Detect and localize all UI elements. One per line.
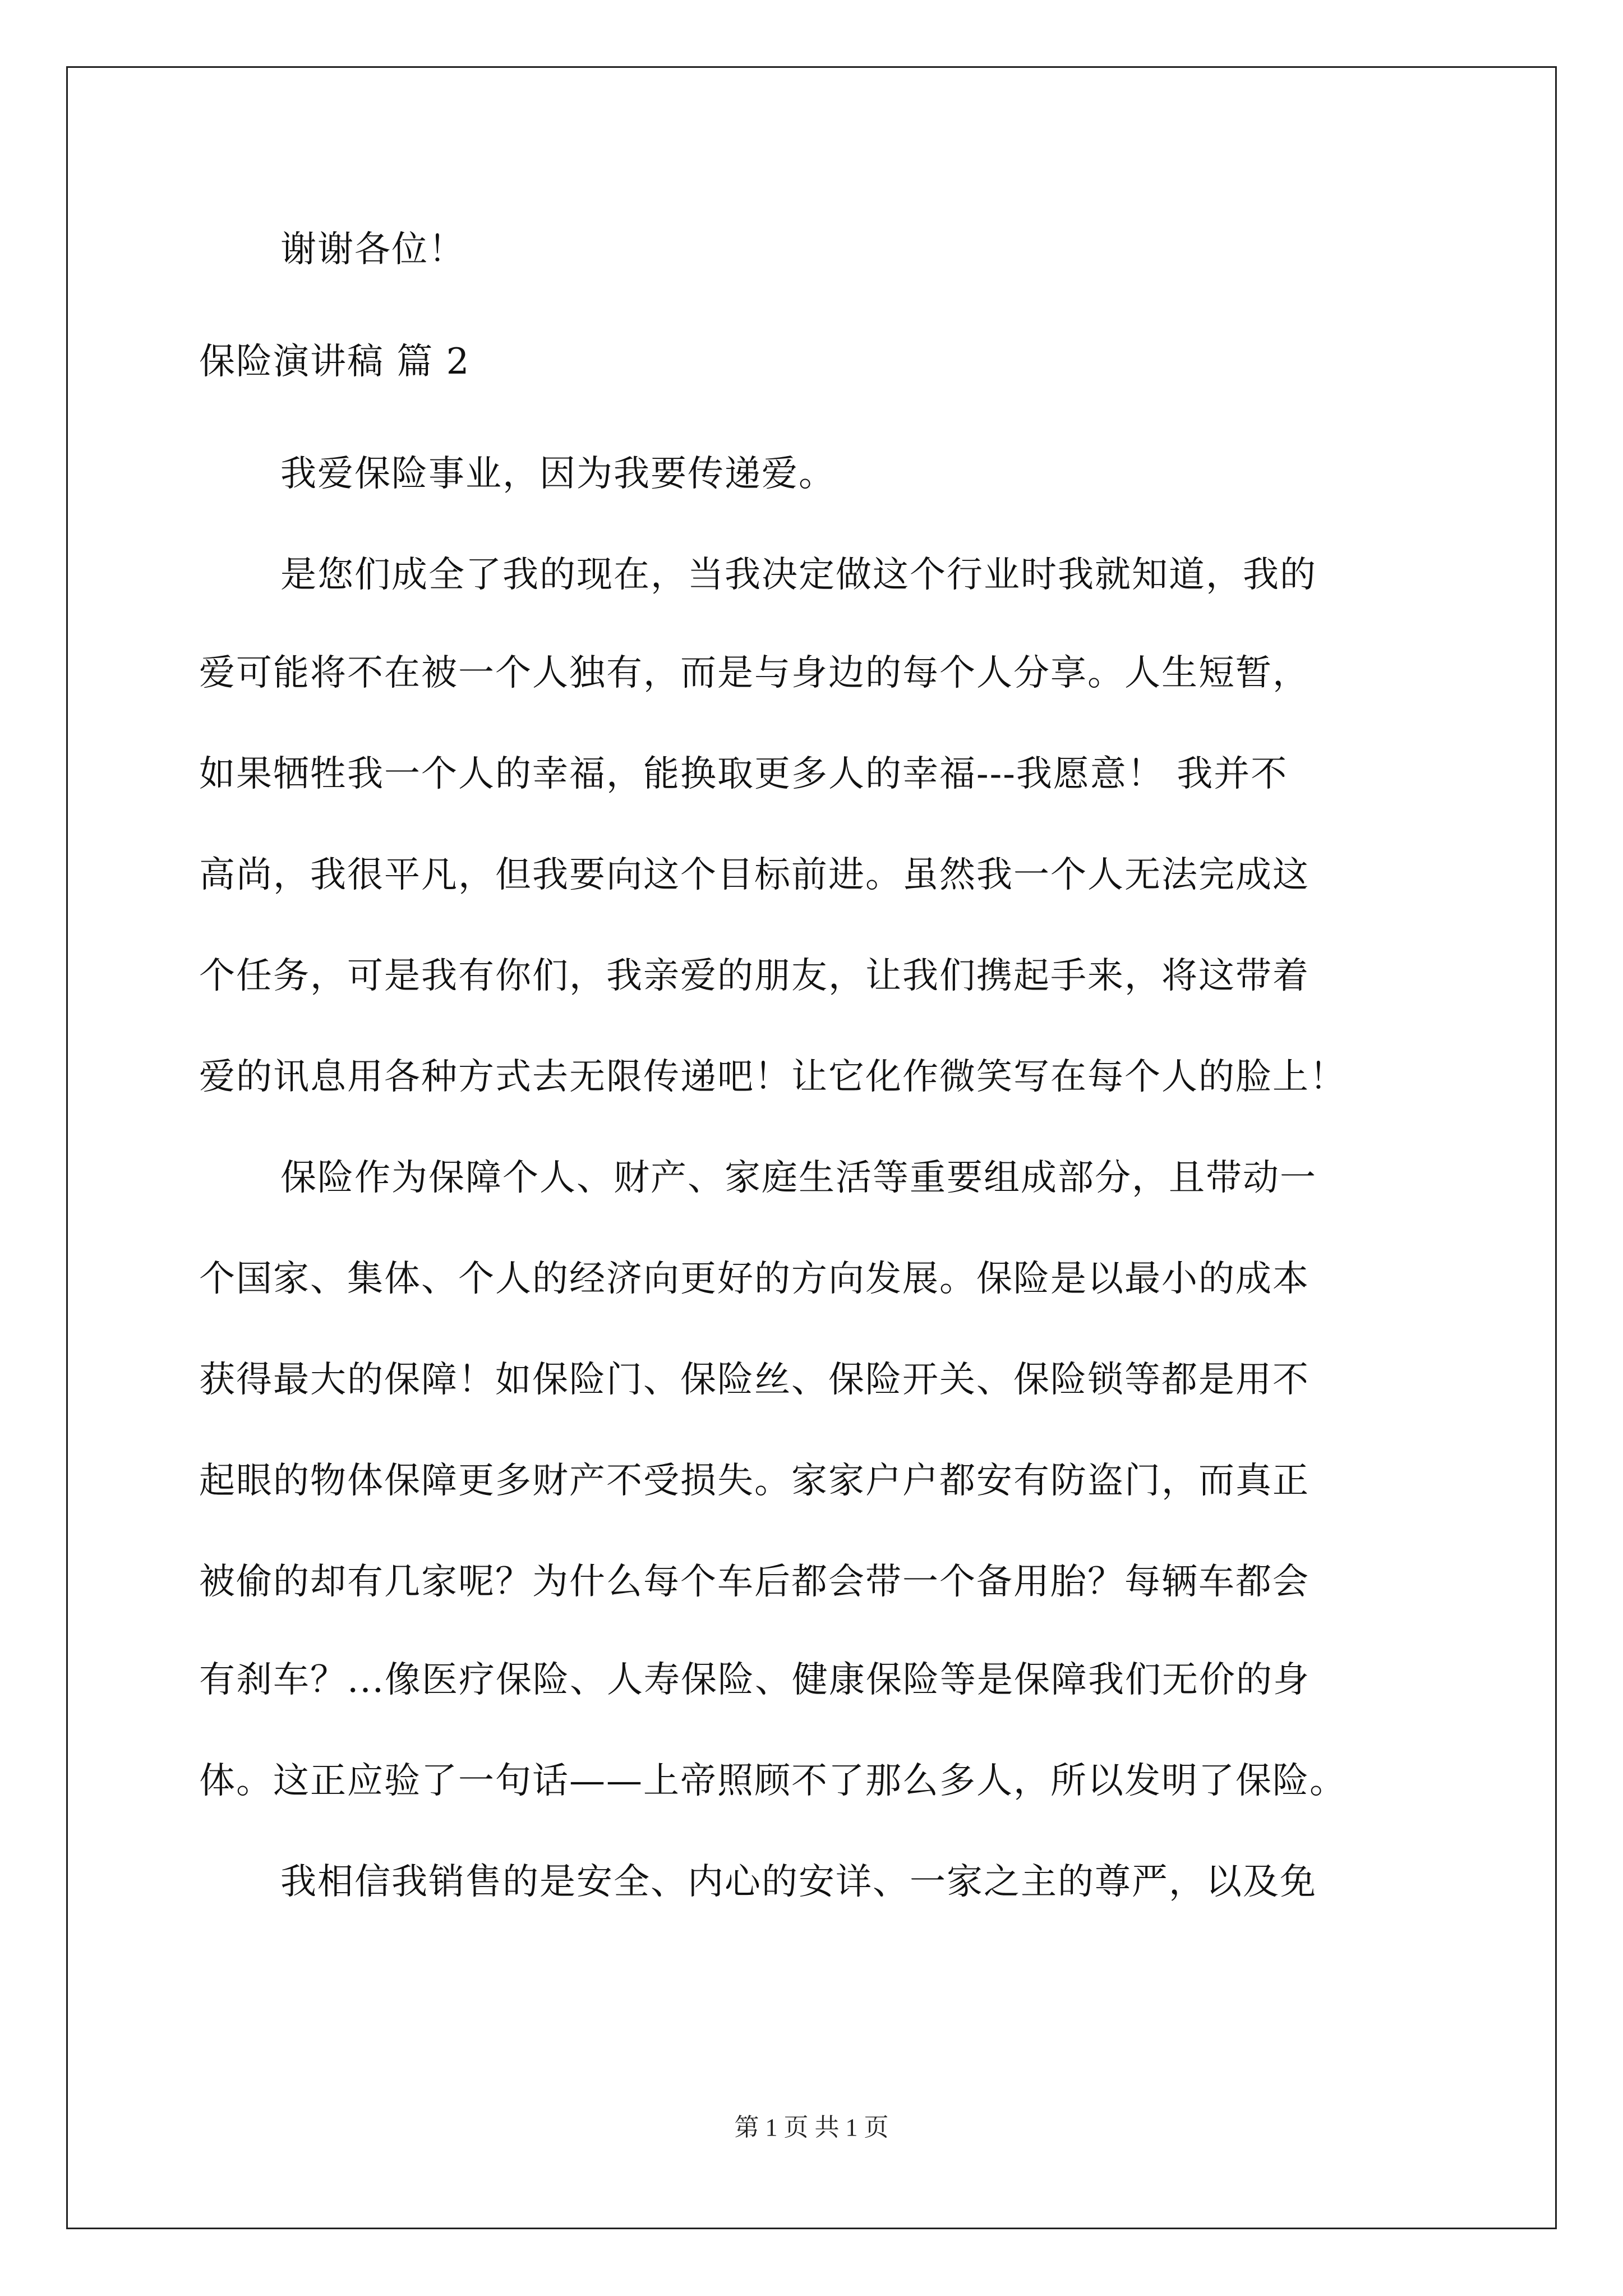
- closing-line: 谢谢各位！: [280, 229, 465, 270]
- paragraph-line: 个任务，可是我有你们，我亲爱的朋友，让我们携起手来，将这带着: [199, 955, 1310, 997]
- paragraph-line: 如果牺牲我一个人的幸福，能换取更多人的幸福---我愿意！ 我并不: [199, 753, 1288, 795]
- page-footer: 第 1 页 共 1 页: [734, 2114, 889, 2141]
- paragraph-line: 获得最大的保障！如保险门、保险丝、保险开关、保险锁等都是用不: [199, 1359, 1310, 1401]
- paragraph-line: 是您们成全了我的现在，当我决定做这个行业时我就知道，我的: [280, 554, 1317, 596]
- paragraph-line: 我相信我销售的是安全、内心的安详、一家之主的尊严，以及免: [280, 1861, 1317, 1903]
- paragraph-line: 我爱保险事业，因为我要传递爱。: [280, 453, 836, 495]
- paragraph-line: 高尚，我很平凡，但我要向这个目标前进。虽然我一个人无法完成这: [199, 854, 1310, 896]
- paragraph-line: 爱的讯息用各种方式去无限传递吧！让它化作微笑写在每个人的脸上！: [199, 1056, 1347, 1098]
- paragraph-line: 起眼的物体保障更多财产不受损失。家家户户都安有防盗门，而真正: [199, 1460, 1310, 1502]
- paragraph-line: 个国家、集体、个人的经济向更好的方向发展。保险是以最小的成本: [199, 1258, 1310, 1300]
- paragraph-line: 体。这正应验了一句话——上帝照顾不了那么多人，所以发明了保险。: [199, 1760, 1347, 1802]
- paragraph-line: 有刹车？...像医疗保险、人寿保险、健康保险等是保障我们无价的身: [199, 1659, 1311, 1701]
- paragraph-line: 爱可能将不在被一个人独有，而是与身边的每个人分享。人生短暂，: [199, 652, 1310, 694]
- section-title: 保险演讲稿 篇 2: [199, 341, 471, 383]
- paragraph-line: 被偷的却有几家呢？为什么每个车后都会带一个备用胎？每辆车都会: [199, 1561, 1310, 1603]
- paragraph-line: 保险作为保障个人、财产、家庭生活等重要组成部分，且带动一: [280, 1157, 1317, 1199]
- page-border: [66, 66, 1557, 2229]
